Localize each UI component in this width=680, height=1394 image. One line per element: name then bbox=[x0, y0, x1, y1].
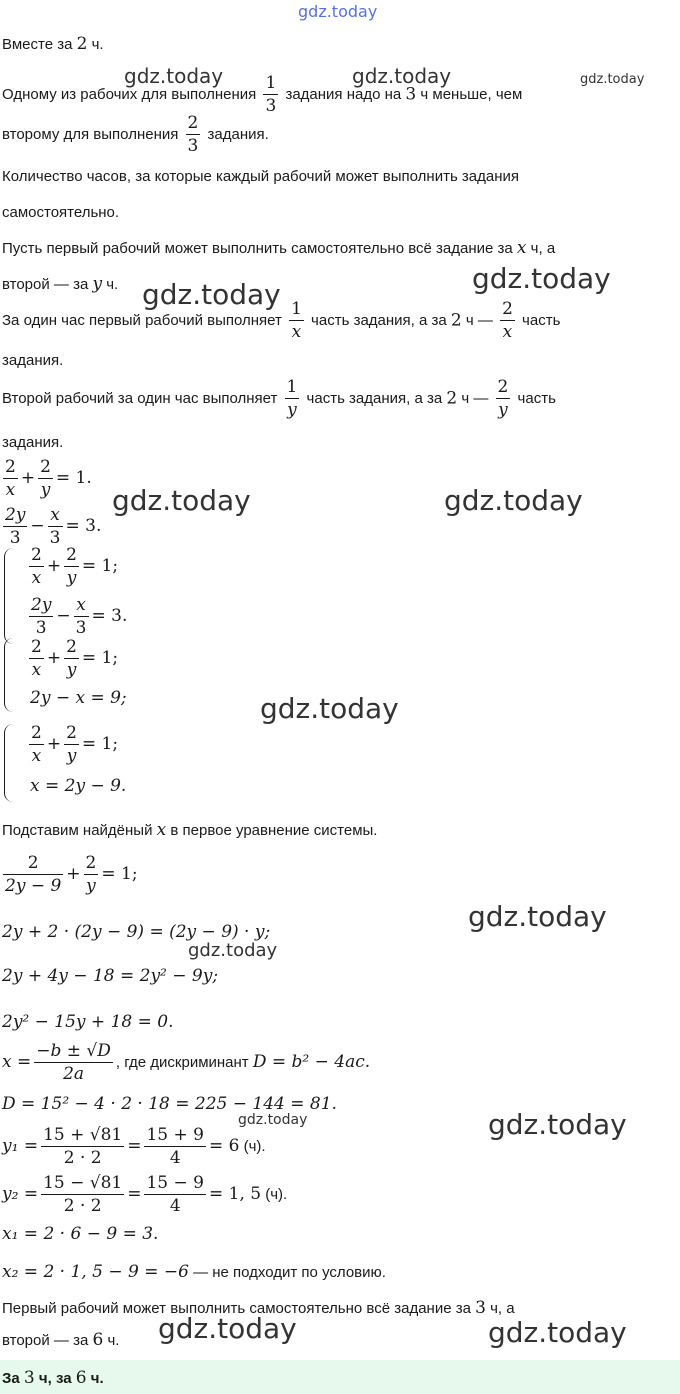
text-line: Первый рабочий может выполнить самостоятельно всё задание за 3 ч, а bbox=[2, 1298, 515, 1318]
watermark: gdz.today bbox=[472, 262, 611, 295]
text-line: Второй рабочий за один час выполняет $\frac{1}{y}$ часть задания, а за 2 ч — $\frac{2}{y}$ часть bbox=[2, 377, 556, 420]
system-brace bbox=[4, 548, 13, 644]
text-line: второй — за y ч. bbox=[2, 274, 119, 294]
equation: x₁ = 2 · 6 − 9 = 3. bbox=[2, 1224, 159, 1244]
equation: y₁ = $\frac{15 + √81}{2 \cdot 2}$ = $\frac{15 + 9}{4}$ = 6 (ч). bbox=[2, 1125, 266, 1168]
equation: $\frac{2}{2y - 9}$ + $\frac{2}{y}$ = 1; bbox=[5, 853, 138, 896]
watermark: gdz.today bbox=[260, 692, 399, 725]
equation: 2y + 4y − 18 = 2y² − 9y; bbox=[2, 966, 219, 986]
equation: x = 2y − 9. bbox=[30, 776, 127, 796]
answer-text: За 3 ч, за 6 ч. bbox=[2, 1368, 104, 1388]
text-line: Пусть первый рабочий может выполнить самостоятельно всё задание за x ч, а bbox=[2, 238, 556, 258]
watermark: gdz.today bbox=[142, 278, 281, 311]
answer-box bbox=[0, 1360, 680, 1394]
watermark: gdz.today bbox=[444, 484, 583, 517]
text-line: второму для выполнения $\frac{2}{3}$ задания. bbox=[2, 113, 269, 156]
equation: x = $\frac{-b \pm √D}{2a}$ , где дискриминант D = b² − 4ac. bbox=[2, 1041, 371, 1084]
fraction: $\frac{2}{x}$ bbox=[502, 299, 513, 342]
text-line: За один час первый рабочий выполняет $\frac{1}{x}$ часть задания, а за 2 ч — $\frac{2}{x}$ часть bbox=[2, 299, 561, 342]
watermark: gdz.today bbox=[488, 1316, 627, 1349]
watermark: gdz.today bbox=[188, 940, 278, 961]
equation: $\frac{2}{x}$ + $\frac{2}{y}$ = 1; bbox=[31, 637, 119, 680]
fraction: $\frac{1}{x}$ bbox=[291, 299, 302, 342]
fraction: $\frac{1}{y}$ bbox=[286, 377, 298, 420]
equation: y₂ = $\frac{15 - √81}{2 \cdot 2}$ = $\frac{15 - 9}{4}$ = 1, 5 (ч). bbox=[2, 1173, 288, 1216]
watermark: gdz.today bbox=[158, 1312, 297, 1345]
equation: $\frac{2y}{3}$ − $\frac{x}{3}$ = 3. bbox=[5, 505, 102, 548]
watermark: gdz.today bbox=[352, 64, 452, 88]
equation: $\frac{2}{x}$ + $\frac{2}{y}$ = 1; bbox=[31, 545, 119, 588]
system-brace bbox=[4, 724, 13, 802]
equation: $\frac{2}{x}$ + $\frac{2}{y}$ = 1. bbox=[5, 457, 92, 500]
fraction: $\frac{2}{3}$ bbox=[187, 113, 199, 156]
text-line: второй — за 6 ч. bbox=[2, 1330, 120, 1350]
watermark: gdz.today bbox=[112, 484, 251, 517]
text-line: самостоятельно. bbox=[2, 204, 120, 221]
system-brace bbox=[4, 638, 13, 712]
equation: D = 15² − 4 · 2 · 18 = 225 − 144 = 81. bbox=[2, 1094, 337, 1114]
watermark: gdz.today bbox=[468, 900, 607, 933]
watermark: gdz.today bbox=[298, 2, 378, 21]
equation: $\frac{2}{x}$ + $\frac{2}{y}$ = 1; bbox=[31, 723, 119, 766]
watermark: gdz.today bbox=[238, 1112, 308, 1128]
equation: $\frac{2y}{3}$ − $\frac{x}{3}$ = 3. bbox=[31, 595, 128, 638]
watermark: gdz.today bbox=[124, 64, 224, 88]
text-line: задания. bbox=[2, 434, 64, 451]
watermark: gdz.today bbox=[580, 72, 645, 87]
fraction: $\frac{2}{y}$ bbox=[497, 377, 509, 420]
text-line: Одному из рабочих для выполнения $\frac{1}{3}$ задания надо на 3 ч меньше, чем bbox=[2, 73, 523, 116]
text-line: Вместе за 2 ч. bbox=[2, 34, 104, 54]
equation: 2y² − 15y + 18 = 0. bbox=[2, 1012, 174, 1032]
fraction: $\frac{1}{3}$ bbox=[265, 73, 277, 116]
equation: 2y − x = 9; bbox=[30, 688, 127, 708]
text-line: Количество часов, за которые каждый рабочий может выполнить задания bbox=[2, 168, 520, 185]
watermark: gdz.today bbox=[488, 1108, 627, 1141]
text-line: Подставим найдёный x в первое уравнение системы. bbox=[2, 820, 378, 840]
equation: x₂ = 2 · 1, 5 − 9 = −6 — не подходит по условию. bbox=[2, 1262, 386, 1282]
text-line: задания. bbox=[2, 352, 64, 369]
equation: 2y + 2 · (2y − 9) = (2y − 9) · y; bbox=[2, 922, 271, 942]
